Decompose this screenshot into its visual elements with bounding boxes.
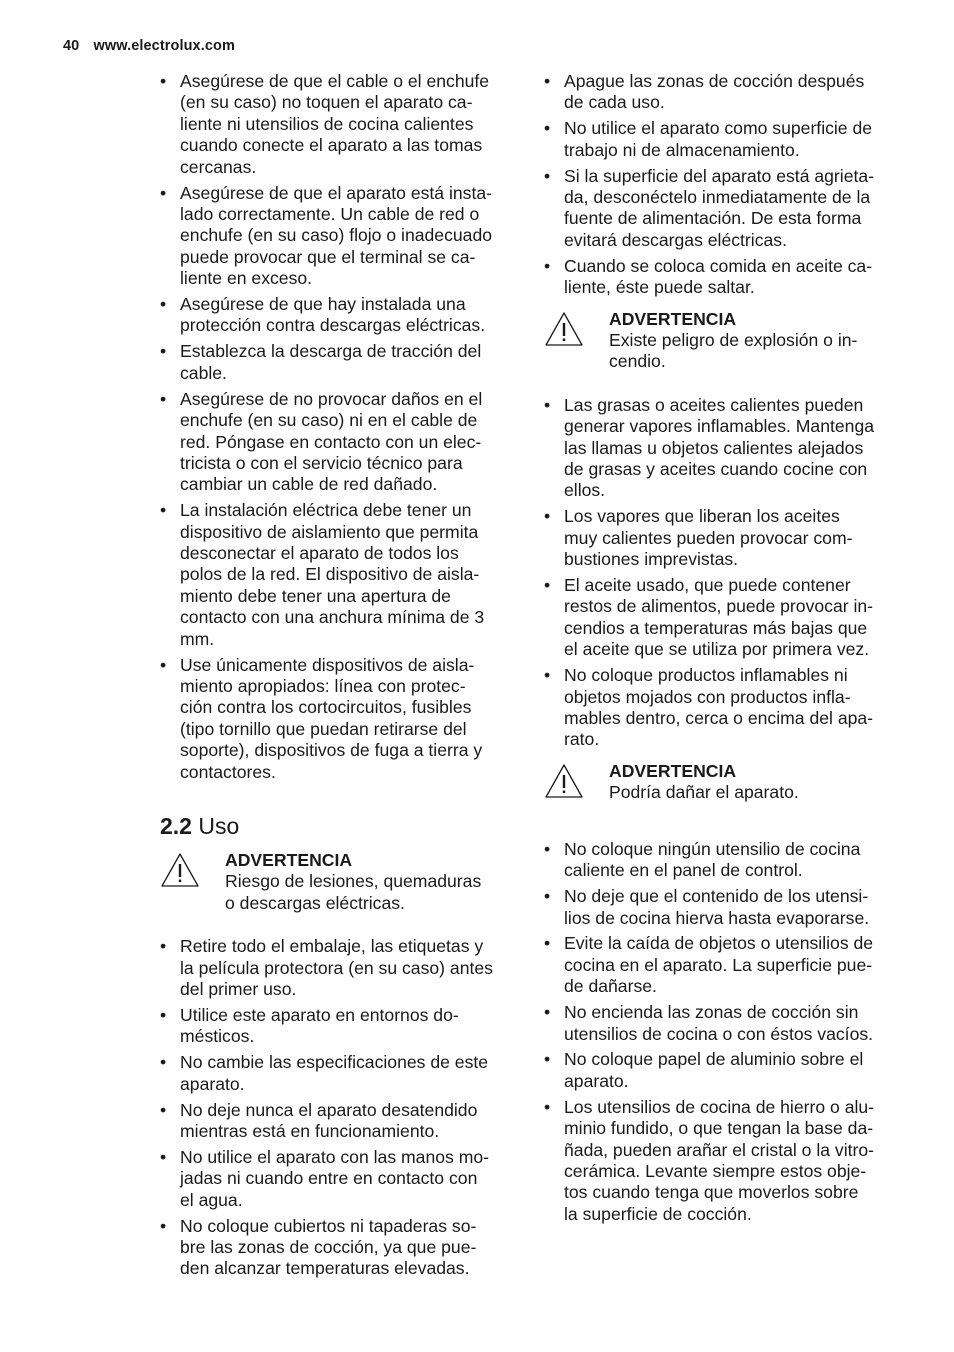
page-header [63,38,235,54]
list-item: • No coloque ningún utensilio de cocina caliente en el panel de control. [544,839,904,882]
website-url: www.electrolux.com [93,38,235,54]
bullet-list [544,395,904,751]
page-number: 40 [63,38,80,54]
list-item: • El aceite usado, que puede contener restos de alimentos, puede provocar in- cendios a temperaturas más bajas que el aceite que se utiliza por primera vez. [544,575,904,661]
left-column [160,71,520,1284]
list-item: • Los utensilios de cocina de hierro o alu- minio fundido, o que tengan la base da- ñada, pueden arañar el cristal o la vitro- cerámica. Levante siempre estos obje- tos cuando tenga que moverlos sobre la superficie de cocción. [544,1097,904,1225]
list-item: • Asegúrese de que el cable o el enchufe (en su caso) no toquen el aparato ca- liente ni utensilios de cocina calientes cuando conecte el aparato a las tomas cercanas. [160,71,520,178]
list-item: • Cuando se coloca comida en aceite ca- liente, éste puede saltar. [544,256,904,299]
warning-text: Existe peligro de explosión o in- cendio. [609,329,858,372]
list-item: • No cambie las especificaciones de este aparato. [160,1052,520,1095]
list-item: • No encienda las zonas de cocción sin utensilios de cocina o con éstos vacíos. [544,1002,904,1045]
warning-text: Podría dañar el aparato. [609,782,799,803]
warning-title: ADVERTENCIA [225,850,353,870]
bullet-list [544,71,904,299]
list-item: • Asegúrese de que el aparato está insta- lado correctamente. Un cable de red o enchufe (en su caso) flojo o inadecuado puede provocar que el terminal se ca- liente en exceso. [160,183,520,290]
list-item: • Asegúrese de no provocar daños en el enchufe (en su caso) ni en el cable de red. Póngase en contacto con un elec- tricista o con el servicio técnico para cambiar un cable de red dañado. [160,389,520,496]
list-item: • No coloque papel de aluminio sobre el aparato. [544,1049,904,1092]
warning-box [544,761,904,817]
list-item: • Asegúrese de que hay instalada una protección contra descargas eléctricas. [160,294,520,337]
warning-title: ADVERTENCIA [609,760,737,781]
list-item: • No coloque cubiertos ni tapaderas so- bre las zonas de cocción, ya que pue- den alcanzar temperaturas elevadas. [160,1216,520,1280]
list-item: • Evite la caída de objetos o utensilios de cocina en el aparato. La superficie pue- de dañarse. [544,933,904,997]
warning-triangle-icon [160,852,200,888]
list-item: • Las grasas o aceites calientes pueden generar vapores inflamables. Mantenga las llamas u objetos calientes alejados de grasas y aceites cuando cocine con ellos. [544,395,904,502]
warning-box [160,850,520,914]
section-heading [160,813,520,840]
warning-box [544,309,904,373]
list-item: • No deje que el contenido de los utensi- lios de cocina hierva hasta evaporarse. [544,886,904,929]
section-title: Uso [198,813,240,839]
list-item: • Apague las zonas de cocción después de cada uso. [544,71,904,114]
list-item: • Los vapores que liberan los aceites muy calientes pueden provocar com- bustiones imprevistas. [544,506,904,570]
warning-title: ADVERTENCIA [609,308,737,329]
section-number: 2.2 [160,813,192,839]
bullet-list [160,936,520,1280]
right-column [544,71,904,1230]
list-item: • La instalación eléctrica debe tener un dispositivo de aislamiento que permita desconectar el aparato de todos los polos de la red. El dispositivo de aisla- miento debe tener una apertura de contacto con una anchura mínima de 3 mm. [160,500,520,650]
warning-triangle-icon [544,763,584,799]
warning-text: Riesgo de lesiones, quemaduras o descargas eléctricas. [225,871,482,913]
bullet-list [544,839,904,1225]
list-item: • No coloque productos inflamables ni objetos mojados con productos infla- mables dentro, cerca o encima del apa- rato. [544,665,904,751]
list-item: • No utilice el aparato con las manos mo- jadas ni cuando entre en contacto con el agua. [160,1147,520,1211]
bullet-list [160,71,520,783]
list-item: • Utilice este aparato en entornos do- mésticos. [160,1005,520,1048]
list-item: • Establezca la descarga de tracción del cable. [160,341,520,384]
list-item: • Use únicamente dispositivos de aisla- miento apropiados: línea con protec- ción contra los cortocircuitos, fusibles (tipo tornillo que puedan retirarse del soporte), dispositivos de fuga a tierra y contactores. [160,655,520,783]
list-item: • Retire todo el embalaje, las etiquetas y la película protectora (en su caso) antes del primer uso. [160,936,520,1000]
list-item: • Si la superficie del aparato está agrieta- da, desconéctelo inmediatamente de la fuente de alimentación. De esta forma evitará descargas eléctricas. [544,166,904,252]
list-item: • No utilice el aparato como superficie de trabajo ni de almacenamiento. [544,118,904,161]
warning-triangle-icon [544,311,584,347]
list-item: • No deje nunca el aparato desatendido mientras está en funcionamiento. [160,1100,520,1143]
